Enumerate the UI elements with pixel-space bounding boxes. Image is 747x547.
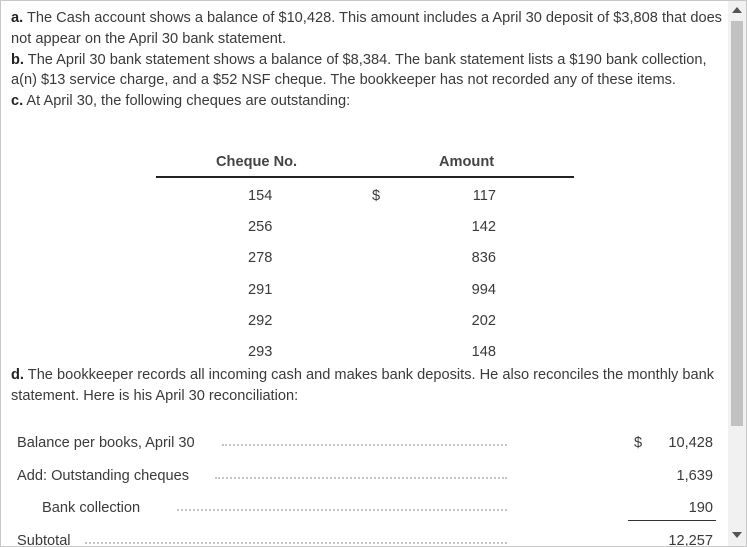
table-row (156, 240, 574, 271)
paragraph-a (11, 8, 723, 50)
table-row (156, 209, 574, 240)
recon-amount: 12,257 (668, 532, 713, 547)
cheque-amount: 142 (471, 219, 496, 236)
recon-amount: 1,639 (676, 467, 713, 484)
leader-dots (215, 477, 507, 479)
paragraph-a-label: a. (11, 10, 24, 26)
paragraph-b-label: b. (11, 51, 24, 68)
outstanding-cheques-table (156, 149, 574, 365)
cheque-number: 291 (248, 281, 273, 298)
cheque-number: 154 (248, 188, 273, 204)
recon-amount: 190 (688, 500, 713, 516)
paragraph-c-text: At April 30, the following cheques are outstanding: (26, 93, 351, 110)
paragraph-d (11, 365, 723, 407)
recon-row-balance (17, 424, 729, 457)
vertical-scrollbar[interactable] (728, 1, 746, 546)
cheque-number: 256 (248, 219, 273, 236)
cheque-number: 293 (248, 343, 273, 360)
paragraph-b-text: The April 30 bank statement shows a balance of $8,384. The bank statement lists a $190 bank collection, a(n) $13 service charge, and a $52 NSF cheque. The bookkeeper has not recorded any of these items. (11, 51, 707, 89)
recon-label: Balance per books, April 30 (17, 433, 198, 454)
paragraph-d-text: The bookkeeper records all incoming cash and makes bank deposits. He also reconciles the monthly bank statement. Here is his April 30 reconciliation: (11, 367, 715, 404)
currency-symbol: $ (634, 435, 643, 451)
recon-label: Subtotal (17, 531, 74, 547)
cheque-amount: 994 (471, 281, 496, 298)
paragraph-c-label: c. (11, 93, 24, 110)
table-row (156, 272, 574, 303)
cheque-amount: 117 (472, 188, 496, 204)
scroll-down-arrow-icon[interactable] (732, 532, 742, 538)
cheque-amount: 202 (471, 312, 496, 329)
table-row (156, 178, 574, 209)
leader-dots (177, 509, 507, 511)
recon-row-subtotal (17, 522, 729, 547)
cheque-number: 292 (248, 312, 273, 329)
scroll-up-arrow-icon[interactable] (732, 7, 742, 13)
recon-row-bank-collection (17, 489, 729, 522)
cheques-table-header (156, 149, 574, 178)
cheque-amount: 148 (471, 343, 496, 360)
problem-content (11, 8, 723, 547)
reconciliation-table (17, 424, 729, 547)
recon-row-outstanding (17, 457, 729, 490)
recon-label: Bank collection (42, 498, 143, 519)
cheque-amount: 836 (471, 250, 496, 267)
table-row (156, 334, 574, 365)
recon-amount: 10,428 (668, 435, 713, 451)
currency-symbol: $ (372, 188, 381, 204)
leader-dots (222, 444, 507, 446)
leader-dots (85, 542, 507, 544)
table-row (156, 303, 574, 334)
paragraph-d-label: d. (11, 367, 24, 383)
paragraph-b (11, 50, 723, 92)
paragraph-a-text: The Cash account shows a balance of $10,428. This amount includes a April 30 deposit of $3,808 that does not appear on the April 30 bank statement. (11, 10, 722, 47)
cheque-number: 278 (248, 250, 273, 267)
recon-label: Add: Outstanding cheques (17, 466, 192, 487)
paragraph-c (11, 91, 723, 112)
header-cheque-no: Cheque No. (216, 154, 298, 170)
scrollbar-thumb[interactable] (731, 21, 743, 426)
header-amount: Amount (439, 154, 495, 170)
